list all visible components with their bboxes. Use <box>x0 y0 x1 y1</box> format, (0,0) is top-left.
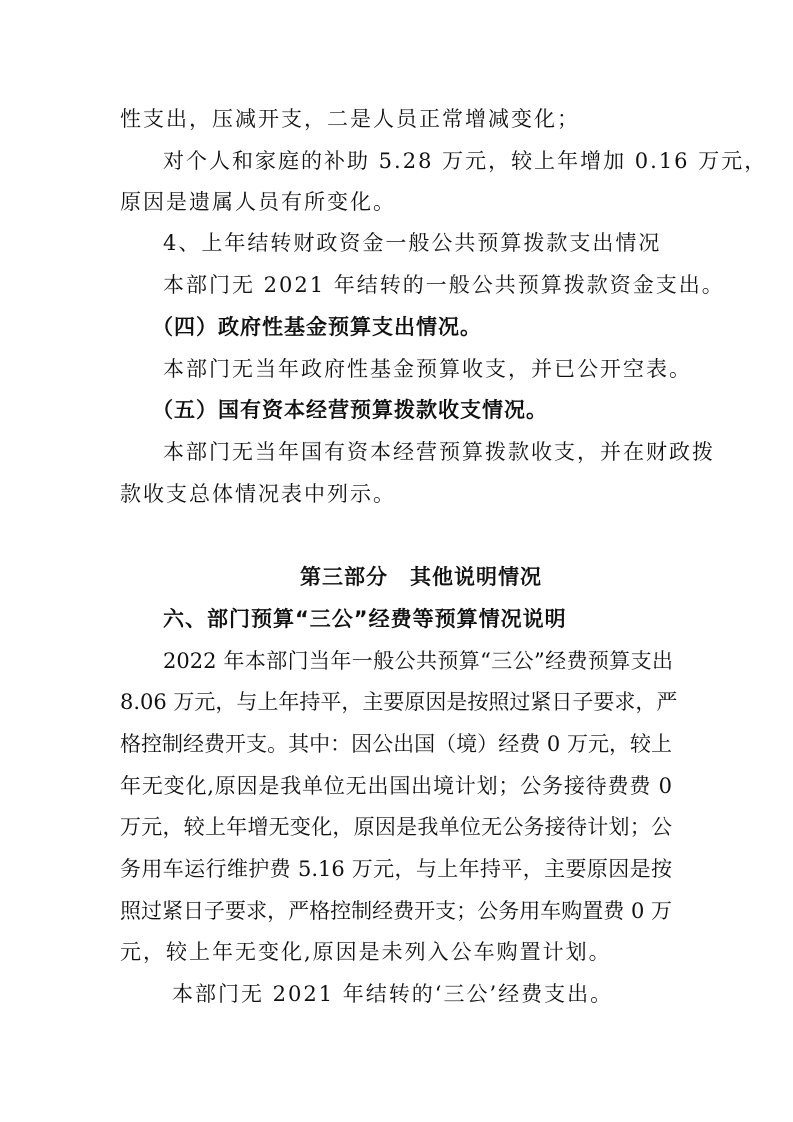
section-heading: （四）政府性基金预算支出情况。 <box>152 315 482 339</box>
paragraph-line: 照过紧日子要求，严格控制经费开支；公务用车购置费 0 万 <box>120 899 672 923</box>
paragraph-line: 2022 年本部门当年一般公共预算“三公”经费预算支出 <box>163 649 673 673</box>
paragraph-line: 对个人和家庭的补助 5.28 万元，较上年增加 0.16 万元， <box>163 149 768 173</box>
paragraph-line: 本部门无当年政府性基金预算收支，并已公开空表。 <box>163 357 692 381</box>
paragraph-line: 格控制经费开支。其中：因公出国（境）经费 0 万元，较上 <box>120 732 672 756</box>
paragraph-line: 本部门无 2021 年结转的一般公共预算拨款资金支出。 <box>163 273 725 297</box>
paragraph-line: 性支出，压减开支，二是人员正常增减变化； <box>120 107 580 131</box>
paragraph-line: 本部门无当年国有资本经营预算拨款收支，并在财政拨 <box>163 440 715 464</box>
paragraph-line: 原因是遗属人员有所变化。 <box>120 190 396 214</box>
paragraph-line: 8.06 万元，与上年持平，主要原因是按照过紧日子要求，严 <box>120 690 678 714</box>
paragraph-line: 款收支总体情况表中列示。 <box>120 482 396 506</box>
section-heading: （五）国有资本经营预算拨款收支情况。 <box>152 398 548 422</box>
paragraph-line: 本部门无 2021 年结转的‘三公’经费支出。 <box>172 982 614 1006</box>
section-heading: 六、部门预算“三公”经费等预算情况说明 <box>163 607 567 631</box>
part-title: 第三部分 其他说明情况 <box>300 565 542 589</box>
paragraph-line: 万元，较上年增无变化，原因是我单位无公务接待计划；公 <box>120 815 672 839</box>
paragraph-line: 元，较上年无变化,原因是未列入公车购置计划。 <box>120 940 612 964</box>
paragraph-line: 年无变化,原因是我单位无出国出境计划；公务接待费费 0 <box>120 774 672 798</box>
paragraph-line: 4、上年结转财政资金一般公共预算拨款支出情况 <box>163 231 662 255</box>
paragraph-line: 务用车运行维护费 5.16 万元，与上年持平，主要原因是按 <box>120 857 672 881</box>
